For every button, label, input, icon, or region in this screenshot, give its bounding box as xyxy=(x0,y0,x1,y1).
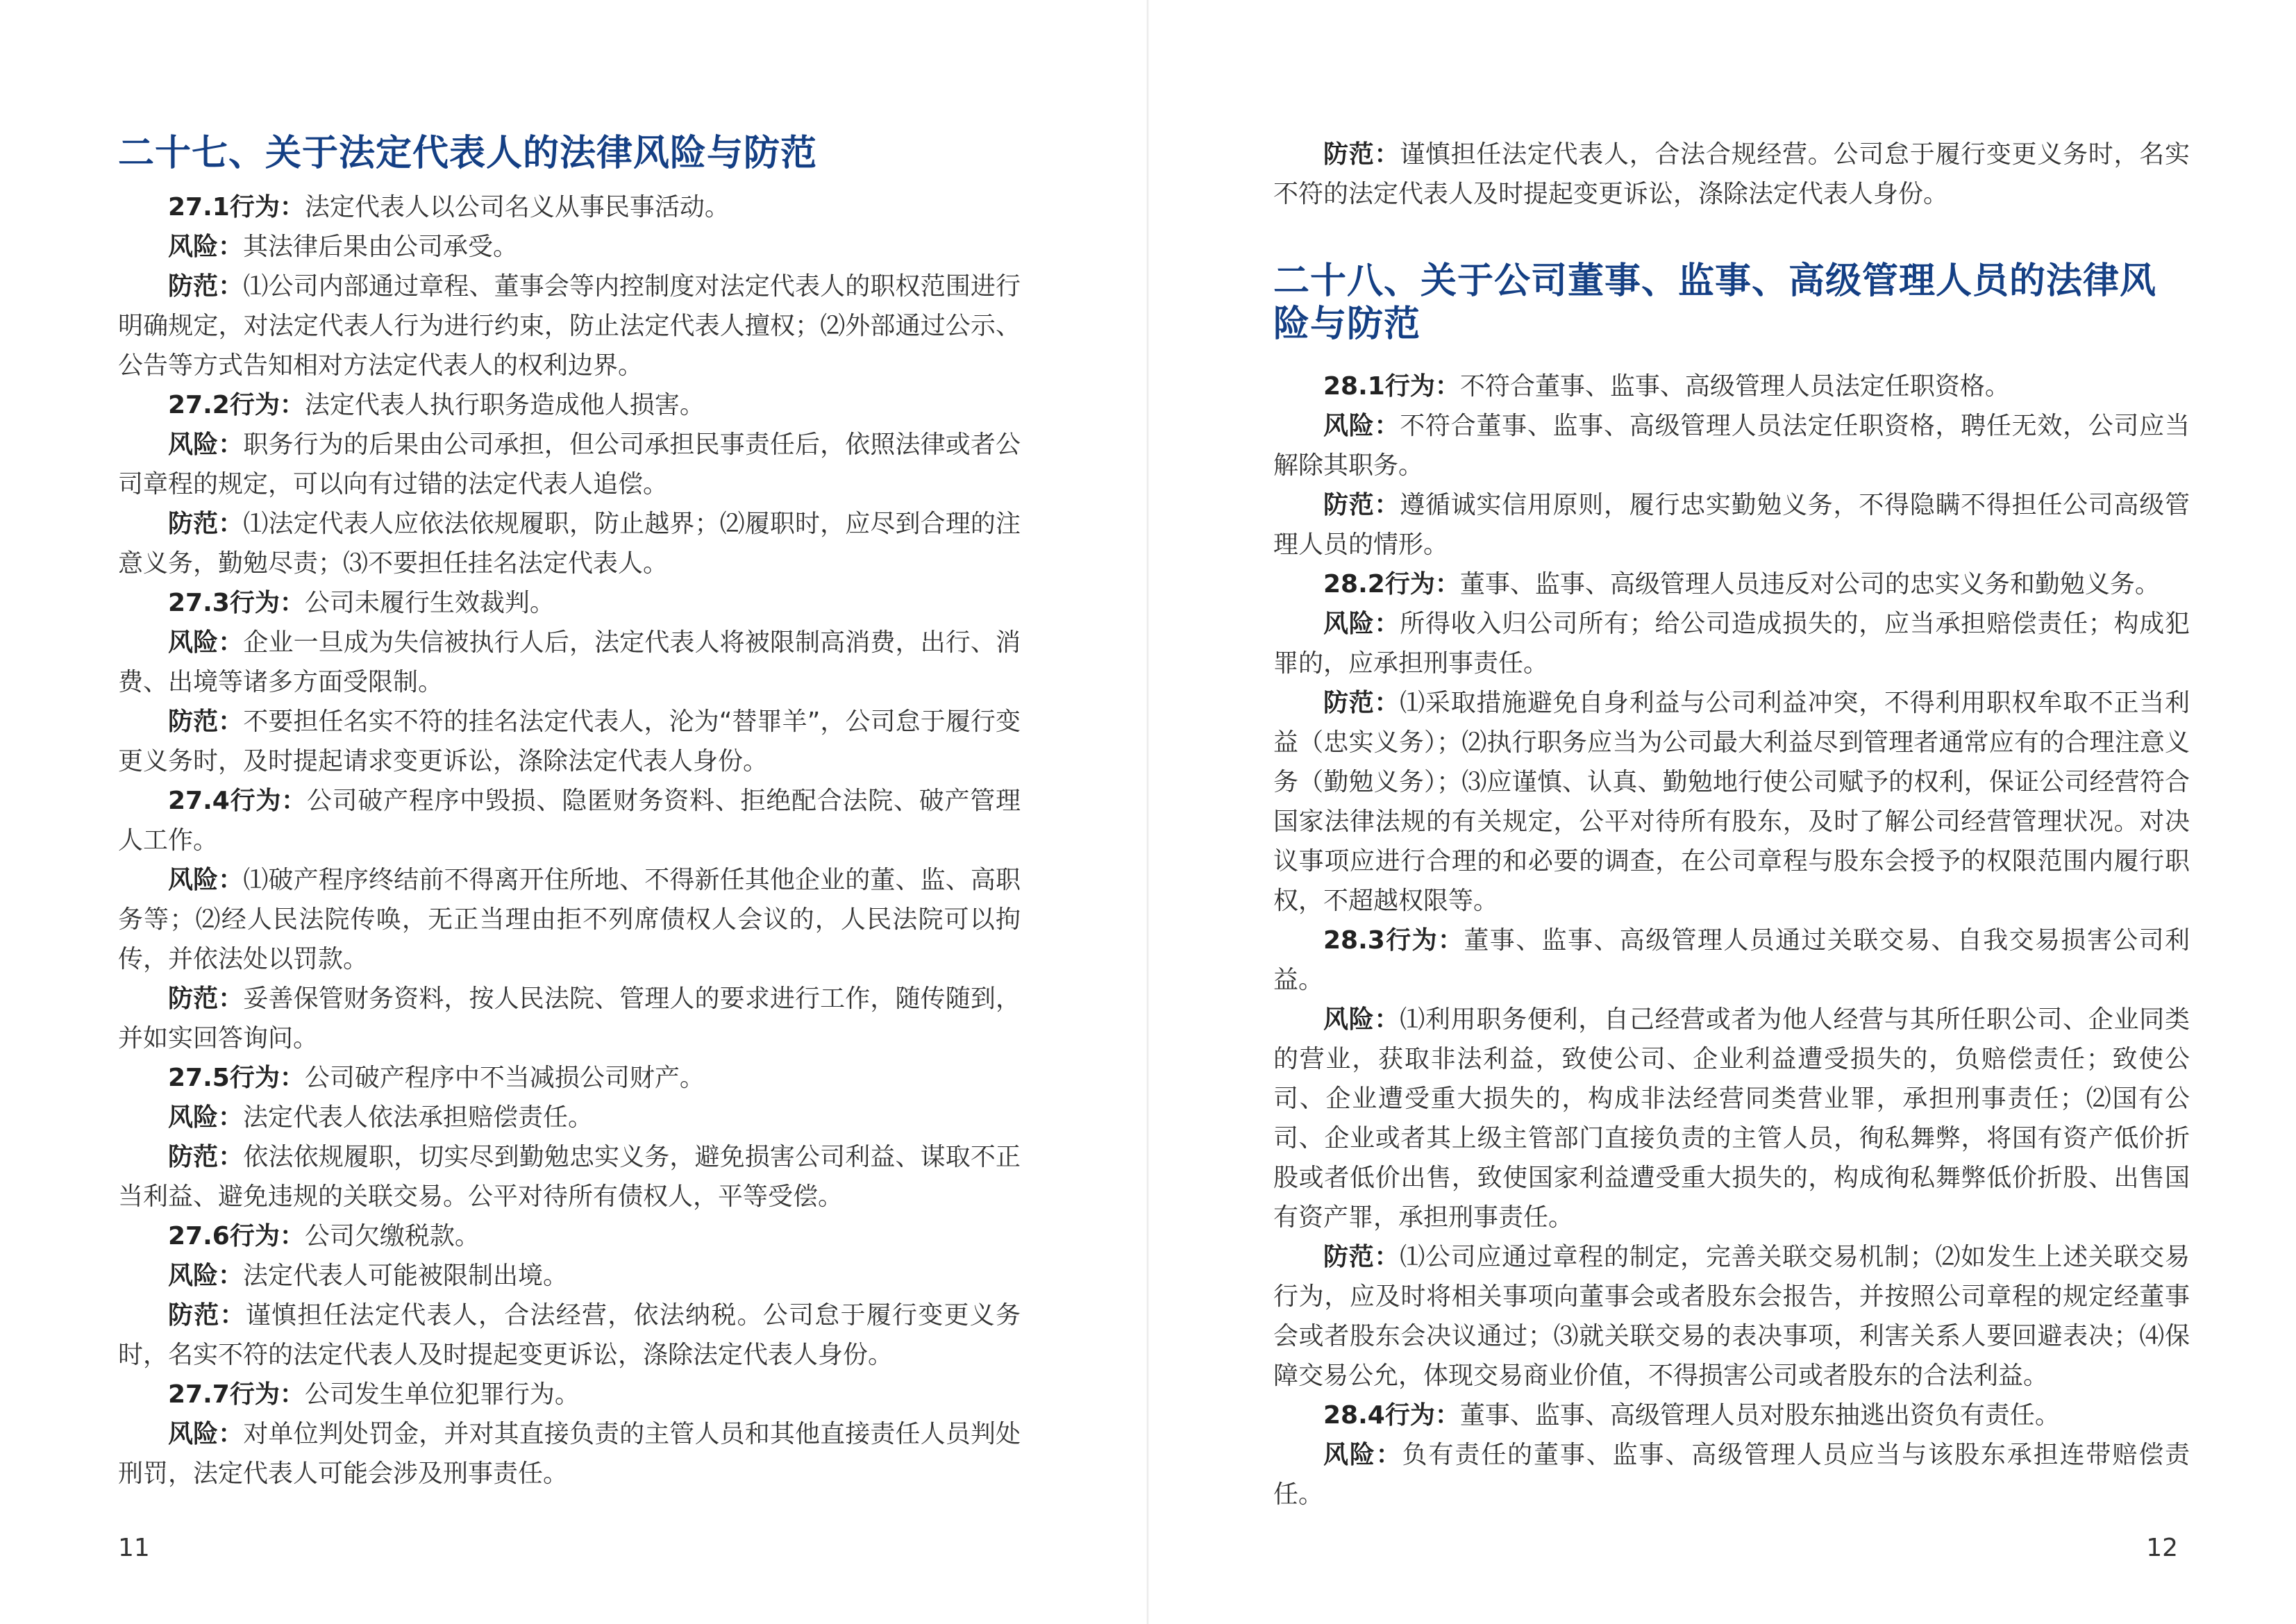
clause-text: 不要担任名实不符的挂名法定代表人，沦为“替罪羊”，公司怠于履行变更义务时，及时提起请求变更诉讼，涤除法定代表人身份。 xyxy=(118,708,1021,776)
clause-label: 防范： xyxy=(1323,1243,1400,1271)
clause-text: 遵循诚实信用原则，履行忠实勤勉义务，不得隐瞒不得担任公司高级管理人员的情形。 xyxy=(1273,491,2190,559)
section-heading-28: 二十八、关于公司董事、监事、高级管理人员的法律风险与防范 xyxy=(1273,260,2157,345)
section-heading-27: 二十七、关于法定代表人的法律风险与防范 xyxy=(118,133,818,174)
clause-paragraph xyxy=(118,504,1021,583)
clause-paragraph xyxy=(118,1216,1021,1256)
clause-paragraph xyxy=(118,781,1021,860)
clause-paragraph xyxy=(1273,604,2190,683)
clause-text: 企业一旦成为失信被执行人后，法定代表人将被限制高消费，出行、消费、出境等诸多方面受限制。 xyxy=(118,628,1021,696)
clause-text: 法定代表人以公司名义从事民事活动。 xyxy=(304,193,730,221)
clause-paragraph xyxy=(118,187,1021,227)
clause-text: 公司发生单位犯罪行为。 xyxy=(304,1380,580,1409)
clause-label: 防范： xyxy=(1323,491,1400,519)
clause-text: 法定代表人执行职务造成他人损害。 xyxy=(304,391,705,419)
clause-text: 职务行为的后果由公司承担，但公司承担民事责任后，依照法律或者公司章程的规定，可以向有过错的法定代表人追偿。 xyxy=(118,430,1021,499)
right-continued-text xyxy=(1273,135,2190,214)
clause-text: 谨慎担任法定代表人，合法经营，依法纳税。公司怠于履行变更义务时，名实不符的法定代表人及时提起变更诉讼，涤除法定代表人身份。 xyxy=(118,1301,1021,1369)
clause-text: ⑴采取措施避免自身利益与公司利益冲突，不得利用职权牟取不正当利益（忠实义务）；⑵执行职务应当为公司最大利益尽到管理者通常应有的合理注意义务（勤勉义务）；⑶应谨慎、认真、勤勉地行使公司赋予的权利，保证公司经营符合国家法律法规的有关规定，公平对待所有股东，及时了解公司经营管理状况。对决议事项应进行合理的和必要的调查，在公司章程与股东会授予的权限范围内履行职权，不超越权限等。 xyxy=(1273,689,2190,915)
clause-paragraph xyxy=(118,583,1021,623)
clause-text: 法定代表人依法承担赔偿责任。 xyxy=(243,1103,594,1132)
clause-text: 谨慎担任法定代表人，合法合规经营。公司怠于履行变更义务时，名实不符的法定代表人及时提起变更诉讼，涤除法定代表人身份。 xyxy=(1273,140,2190,208)
clause-paragraph xyxy=(1273,367,2190,406)
clause-text: 公司破产程序中不当减损公司财产。 xyxy=(304,1064,705,1092)
clause-label: 28.3行为： xyxy=(1323,926,1464,955)
clause-label: 防范： xyxy=(168,1143,244,1171)
clause-paragraph xyxy=(1273,1237,2190,1396)
clause-label: 风险： xyxy=(168,866,244,894)
clause-text: 法定代表人可能被限制出境。 xyxy=(243,1262,569,1290)
clause-paragraph xyxy=(118,425,1021,504)
page-number-left: 11 xyxy=(118,1534,150,1562)
clause-paragraph xyxy=(118,1098,1021,1137)
clause-paragraph xyxy=(118,623,1021,702)
clause-text: 董事、监事、高级管理人员对股东抽逃出资负有责任。 xyxy=(1459,1401,2060,1430)
clause-label: 风险： xyxy=(168,430,244,459)
clause-text: 负有责任的董事、监事、高级管理人员应当与该股东承担连带赔偿责任。 xyxy=(1273,1441,2190,1509)
clause-paragraph xyxy=(1273,1396,2190,1435)
clause-paragraph xyxy=(1273,485,2190,564)
clause-label: 风险： xyxy=(168,233,244,261)
clause-label: 风险： xyxy=(1323,1441,1402,1469)
clause-paragraph xyxy=(118,1414,1021,1493)
clause-paragraph xyxy=(1273,683,2190,921)
clause-text: 公司未履行生效裁判。 xyxy=(304,589,555,617)
right-body-text xyxy=(1273,367,2190,1514)
clause-paragraph xyxy=(118,1058,1021,1098)
clause-paragraph xyxy=(1273,1435,2190,1514)
clause-text: 董事、监事、高级管理人员通过关联交易、自我交易损害公司利益。 xyxy=(1273,926,2190,994)
clause-paragraph xyxy=(118,385,1021,425)
clause-paragraph xyxy=(1273,564,2190,604)
clause-label: 防范： xyxy=(168,708,244,736)
clause-text: ⑴破产程序终结前不得离开住所地、不得新任其他企业的董、监、高职务等；⑵经人民法院传唤，无正当理由拒不列席债权人会议的，人民法院可以拘传，并依法处以罚款。 xyxy=(118,866,1021,973)
clause-label: 28.2行为： xyxy=(1323,570,1460,598)
clause-label: 风险： xyxy=(168,1420,244,1448)
clause-paragraph xyxy=(118,1375,1021,1414)
clause-label: 28.4行为： xyxy=(1323,1401,1460,1430)
clause-label: 28.1行为： xyxy=(1323,372,1460,401)
clause-paragraph xyxy=(118,1296,1021,1375)
clause-paragraph xyxy=(1273,406,2190,485)
clause-text: 妥善保管财务资料，按人民法院、管理人的要求进行工作，随传随到，并如实回答询问。 xyxy=(118,985,1021,1053)
clause-text: 公司破产程序中毁损、隐匿财务资料、拒绝配合法院、破产管理人工作。 xyxy=(118,787,1021,855)
clause-paragraph xyxy=(1273,1000,2190,1237)
clause-paragraph xyxy=(118,1256,1021,1296)
clause-paragraph xyxy=(1273,135,2190,214)
clause-text: ⑴法定代表人应依法依规履职，防止越界；⑵履职时，应尽到合理的注意义务，勤勉尽责；⑶不要担任挂名法定代表人。 xyxy=(118,510,1021,578)
clause-paragraph xyxy=(118,227,1021,267)
clause-label: 防范： xyxy=(168,985,244,1013)
clause-text: 其法律后果由公司承受。 xyxy=(243,233,519,261)
clause-label: 防范： xyxy=(1323,689,1400,717)
clause-label: 风险： xyxy=(1323,1005,1400,1034)
clause-text: 依法依规履职，切实尽到勤勉忠实义务，避免损害公司利益、谋取不正当利益、避免违规的关联交易。公平对待所有债权人，平等受偿。 xyxy=(118,1143,1021,1211)
clause-label: 27.6行为： xyxy=(168,1222,305,1250)
clause-paragraph xyxy=(118,702,1021,781)
clause-text: 所得收入归公司所有；给公司造成损失的，应当承担赔偿责任；构成犯罪的，应承担刑事责任。 xyxy=(1273,610,2190,678)
clause-text: ⑴公司应通过章程的制定，完善关联交易机制；⑵如发生上述关联交易行为，应及时将相关事项向董事会或者股东会报告，并按照公司章程的规定经董事会或者股东会决议通过；⑶就关联交易的表决事项，利害关系人要回避表决；⑷保障交易公允，体现交易商业价值，不得损害公司或者股东的合法利益。 xyxy=(1273,1243,2190,1390)
clause-label: 27.1行为： xyxy=(168,193,305,221)
page-number-right: 12 xyxy=(2146,1534,2178,1562)
clause-text: 对单位判处罚金，并对其直接负责的主管人员和其他直接责任人员判处刑罚，法定代表人可能会涉及刑事责任。 xyxy=(118,1420,1021,1488)
clause-paragraph xyxy=(118,267,1021,385)
clause-label: 27.5行为： xyxy=(168,1064,305,1092)
clause-label: 风险： xyxy=(1323,412,1400,440)
clause-text: 不符合董事、监事、高级管理人员法定任职资格。 xyxy=(1459,372,2010,401)
clause-text: 公司欠缴税款。 xyxy=(304,1222,480,1250)
clause-text: ⑴公司内部通过章程、董事会等内控制度对法定代表人的职权范围进行明确规定，对法定代表人行为进行约束，防止法定代表人擅权；⑵外部通过公示、公告等方式告知相对方法定代表人的权利边界。 xyxy=(118,272,1021,380)
clause-paragraph xyxy=(1273,921,2190,1000)
clause-text: 不符合董事、监事、高级管理人员法定任职资格，聘任无效，公司应当解除其职务。 xyxy=(1273,412,2190,480)
clause-label: 风险： xyxy=(168,628,244,657)
clause-label: 风险： xyxy=(1323,610,1400,638)
clause-label: 防范： xyxy=(168,1301,246,1330)
clause-text: 董事、监事、高级管理人员违反对公司的忠实义务和勤勉义务。 xyxy=(1459,570,2160,598)
clause-paragraph xyxy=(118,979,1021,1058)
clause-label: 风险： xyxy=(168,1262,244,1290)
clause-text: ⑴利用职务便利，自己经营或者为他人经营与其所任职公司、企业同类的营业，获取非法利益，致使公司、企业利益遭受损失的，负赔偿责任；致使公司、企业遭受重大损失的，构成非法经营同类营业罪，承担刑事责任；⑵国有公司、企业或者其上级主管部门直接负责的主管人员，徇私舞弊，将国有资产低价折股或者低价出售，致使国家利益遭受重大损失的，构成徇私舞弊低价折股、出售国有资产罪，承担刑事责任。 xyxy=(1273,1005,2190,1232)
clause-label: 防范： xyxy=(1323,140,1400,169)
clause-label: 27.4行为： xyxy=(168,787,307,815)
clause-label: 防范： xyxy=(168,510,244,538)
clause-label: 27.2行为： xyxy=(168,391,305,419)
clause-label: 风险： xyxy=(168,1103,244,1132)
clause-label: 防范： xyxy=(168,272,244,301)
clause-label: 27.7行为： xyxy=(168,1380,305,1409)
clause-paragraph xyxy=(118,1137,1021,1216)
clause-paragraph xyxy=(118,860,1021,979)
right-page xyxy=(1148,0,2296,1624)
clause-label: 27.3行为： xyxy=(168,589,305,617)
left-body-text xyxy=(118,187,1021,1493)
